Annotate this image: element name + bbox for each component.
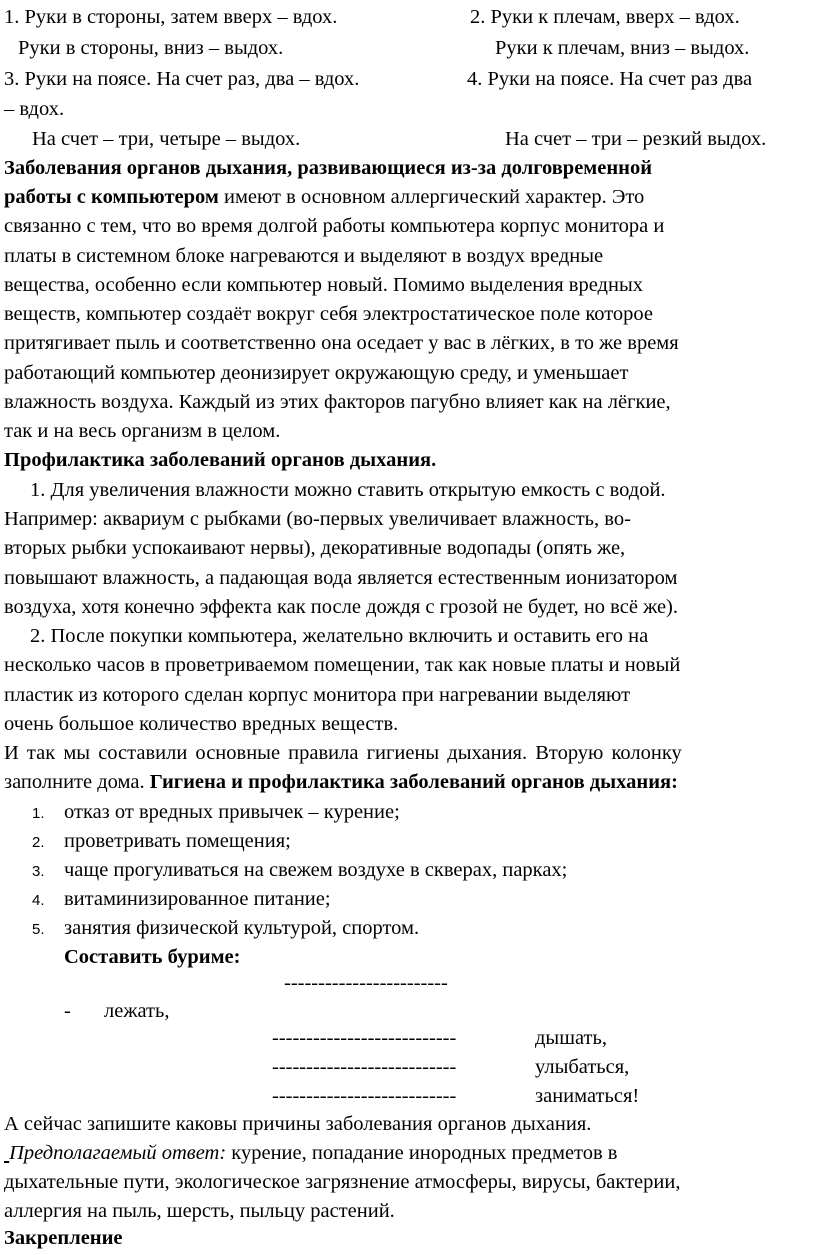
exercise-3-line-2: На счет – три, четыре – выдох.: [32, 128, 301, 150]
burime-dashes: ---------------------------: [272, 1027, 457, 1049]
diseases-heading-line-1: Заболевания органов дыхания, развивающиеся из-за долговременной: [4, 157, 653, 179]
burime-word: заниматься!: [535, 1085, 640, 1107]
prevention-line: пластик из которого сделан корпус монитора при нагревании выделяют: [4, 684, 631, 706]
list-item: [32, 855, 45, 888]
burime-word: улыбаться,: [535, 1056, 630, 1078]
exercise-1-line-2: Руки в стороны, вниз – выдох.: [18, 37, 284, 59]
diseases-line: работающий компьютер деонизирует окружающую среду, и уменьшает: [4, 362, 629, 384]
prevention-line: 2. После покупки компьютера, желательно включить и оставить его на: [30, 625, 649, 647]
diseases-line: влажность воздуха. Каждый из этих факторов пагубно влияет как на лёгкие,: [4, 391, 671, 413]
prevention-line: несколько часов в проветриваемом помещении, так как новые платы и новый: [4, 654, 681, 676]
causes-answer-line-1: [4, 1138, 617, 1170]
list-item-number: 3.: [32, 863, 45, 880]
summary-line-2: [4, 767, 678, 799]
burime-dash: -: [64, 1000, 71, 1022]
list-item-text: проветривать помещения;: [64, 830, 291, 852]
exercise-2-line-2: Руки к плечам, вниз – выдох.: [495, 37, 750, 59]
list-item-text: отказ от вредных привычек – курение;: [64, 801, 400, 823]
list-item: [32, 884, 45, 917]
causes-answer-line: аллергия на пыль, шерсть, пыльцу растений.: [4, 1200, 395, 1222]
burime-dashes: ---------------------------: [272, 1085, 457, 1107]
list-item: [32, 797, 45, 830]
prevention-line: Например: аквариум с рыбками (во-первых увеличивает влажность, во-: [4, 508, 631, 530]
list-item-number: 4.: [32, 892, 45, 909]
prevention-line: очень большое количество вредных веществ.: [4, 713, 399, 735]
burime-dashes: ---------------------------: [272, 1056, 457, 1078]
exercise-3-line-1: 3. Руки на поясе. На счет раз, два – вдох.: [4, 68, 360, 90]
diseases-line-2-text: имеют в основном аллергический характер. Это: [218, 186, 645, 208]
causes-answer-line: дыхательные пути, экологическое загрязнение атмосферы, вирусы, бактерии,: [4, 1171, 681, 1193]
list-item: [32, 913, 45, 946]
diseases-line: платы в системном блоке нагреваются и выделяют в воздух вредные: [4, 245, 604, 267]
answer-label: Предполагаемый ответ:: [9, 1142, 227, 1164]
causes-task: А сейчас запишите каковы причины заболевания органов дыхания.: [4, 1113, 592, 1135]
diseases-line: веществ, компьютер создаёт вокруг себя электростатическое поле которое: [4, 303, 654, 325]
list-item: [32, 826, 45, 859]
diseases-heading-line-2: работы с компьютером: [4, 186, 219, 208]
list-item-text: занятия физической культурой, спортом.: [64, 917, 420, 939]
exercise-4-line-2: На счет – три – резкий выдох.: [505, 128, 767, 150]
list-item-number: 2.: [32, 834, 45, 851]
list-item-number: 5.: [32, 921, 45, 938]
diseases-line: так и на весь организм в целом.: [4, 420, 281, 442]
list-item-text: чаще прогуливаться на свежем воздухе в скверах, парках;: [64, 859, 568, 881]
summary-line-2-text: заполните дома.: [4, 771, 150, 793]
prevention-heading: Профилактика заболеваний органов дыхания.: [4, 449, 437, 471]
diseases-line: вещества, особенно если компьютер новый. Помимо выделения вредных: [4, 274, 643, 296]
prevention-line: вторых рыбки успокаивают нервы), декоративные водопады (опять же,: [4, 537, 626, 559]
diseases-line-2: [4, 182, 644, 214]
closing-heading: Закрепление: [4, 1227, 123, 1249]
burime-heading: Составить буриме:: [64, 946, 241, 968]
answer-text: курение, попадание инородных предметов в: [226, 1142, 618, 1164]
exercise-2-line-1: 2. Руки к плечам, вверх – вдох.: [470, 6, 740, 28]
prevention-line: 1. Для увеличения влажности можно ставить открытую емкость с водой.: [30, 479, 666, 501]
prevention-line: воздуха, хотя конечно эффекта как после дождя с грозой не будет, но всё же).: [4, 596, 679, 618]
diseases-line: притягивает пыль и соответственно она оседает у вас в лёгких, в то же время: [4, 332, 679, 354]
exercise-4-line-1-cont: – вдох.: [4, 98, 65, 120]
prevention-line: повышают влажность, а падающая вода является естественным ионизатором: [4, 567, 678, 589]
burime-word: лежать,: [104, 1000, 170, 1022]
exercise-1-line-1: 1. Руки в стороны, затем вверх – вдох.: [4, 6, 338, 28]
exercise-4-line-1: 4. Руки на поясе. На счет раз два: [467, 68, 753, 90]
list-item-text: витаминизированное питание;: [64, 888, 331, 910]
diseases-line: связанно с тем, что во время долгой работы компьютера корпус монитора и: [4, 215, 665, 237]
hygiene-heading: Гигиена и профилактика заболеваний органов дыхания:: [149, 771, 678, 793]
summary-line-1: И так мы составили основные правила гигиены дыхания. Вторую колонку: [4, 742, 682, 764]
burime-dashes-top: ------------------------: [284, 972, 448, 994]
list-item-number: 1.: [32, 805, 45, 822]
burime-word: дышать,: [535, 1027, 607, 1049]
